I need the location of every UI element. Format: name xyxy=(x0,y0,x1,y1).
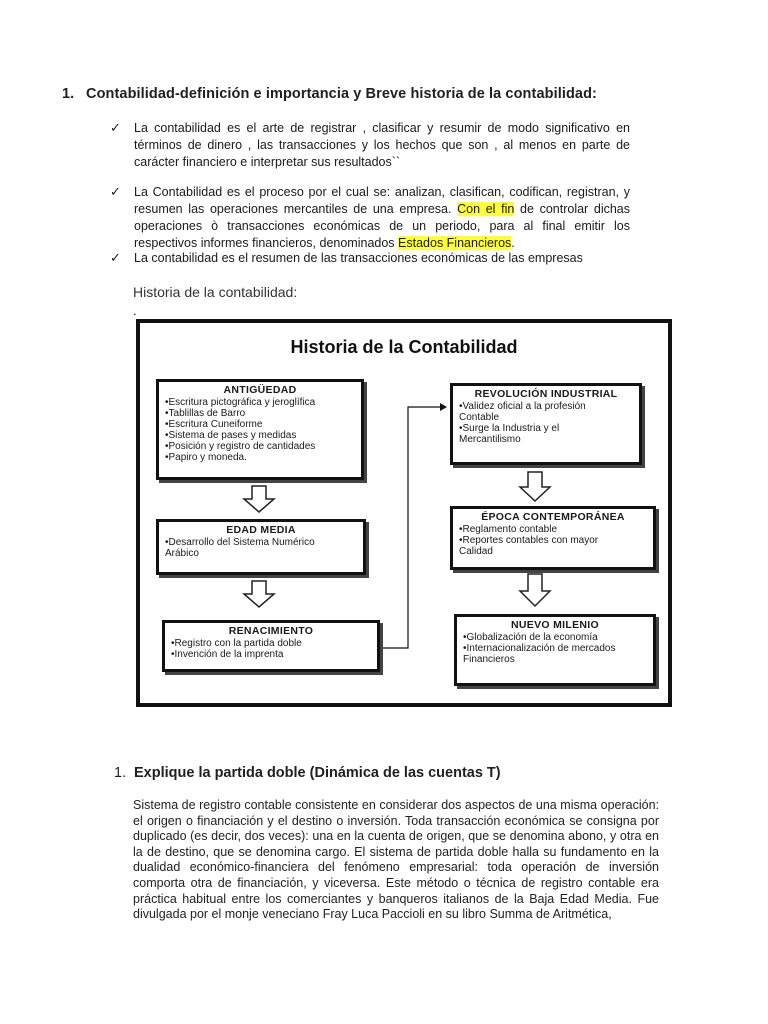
box-title: RENACIMIENTO xyxy=(228,625,314,637)
history-diagram xyxy=(136,319,672,707)
bullet-text-part: de controlar dichas operaciones ò transacciones económicas de un periodo, para al final emitir los respectivos informes financieros, denominados xyxy=(134,202,631,250)
box-item: Financieros xyxy=(463,654,515,665)
bullet-text: La contabilidad es el resumen de las transacciones económicas de las empresas xyxy=(134,251,583,265)
down-arrow-icon xyxy=(520,574,550,606)
box-item: Mercantilismo xyxy=(459,434,521,445)
box-item: •Registro con la partida doble xyxy=(171,638,302,649)
box-item: •Reportes contables con mayor xyxy=(459,535,599,546)
section-heading xyxy=(62,86,597,102)
box-items xyxy=(459,401,639,445)
down-arrow-icon xyxy=(520,472,550,501)
box-item: •Papiro y moneda. xyxy=(165,452,247,463)
box-item: •Surge la Industria y el xyxy=(459,423,560,434)
box-item: Arábico xyxy=(165,548,199,559)
box-revolucion-industrial xyxy=(450,383,642,465)
box-item: •Posición y registro de cantidades xyxy=(165,441,316,452)
subheading: Historia de la contabilidad: xyxy=(133,284,298,300)
box-item: •Validez oficial a la profesión xyxy=(459,401,586,412)
check-icon: ✓ xyxy=(110,250,121,265)
arrow-head-icon xyxy=(440,403,447,411)
box-item: Contable xyxy=(459,412,500,423)
box-item: Calidad xyxy=(459,546,493,557)
dot-text: . xyxy=(133,303,137,318)
box-title: REVOLUCIÓN INDUSTRIAL xyxy=(474,388,618,400)
section-number: 1. xyxy=(114,765,127,781)
box-items xyxy=(165,397,361,463)
box-item: •Invención de la imprenta xyxy=(171,649,284,660)
box-title: ANTIGÜEDAD xyxy=(223,384,297,396)
box-antiguedad xyxy=(156,379,364,480)
bullet-text: La contabilidad es el arte de registrar , clasificar y resumir de modo significativo en términos de dinero , las transacciones y los hechos que son , al menos en parte de carácter financiero e interpretar sus resultados`` xyxy=(134,121,630,169)
check-icon: ✓ xyxy=(110,184,121,199)
section-title: Contabilidad-definición e importancia y Breve historia de la contabilidad: xyxy=(86,86,597,102)
box-item: •Sistema de pases y medidas xyxy=(165,430,297,441)
box-title: ÉPOCA CONTEMPORÁNEA xyxy=(481,511,625,523)
bullet-text-part: . xyxy=(511,236,515,250)
box-title: NUEVO MILENIO xyxy=(511,619,599,631)
highlighted-text: Con el fin xyxy=(457,202,515,216)
diagram-title: Historia de la Contabilidad xyxy=(290,337,518,357)
bullet-text xyxy=(134,184,630,252)
section-title: Explique la partida doble (Dinámica de las cuentas T) xyxy=(134,765,501,781)
box-item: •Globalización de la economía xyxy=(463,632,598,643)
down-arrow-icon xyxy=(244,486,274,512)
box-item: •Reglamento contable xyxy=(459,524,558,535)
box-items xyxy=(463,632,653,665)
box-title: EDAD MEDIA xyxy=(226,524,296,536)
down-arrow-icon xyxy=(244,581,274,607)
box-item: •Tablillas de Barro xyxy=(165,408,246,419)
box-items xyxy=(165,537,363,559)
box-item: •Escritura Cuneiforme xyxy=(165,419,263,430)
section-heading-2 xyxy=(114,765,501,781)
box-renacimiento xyxy=(162,620,380,672)
box-item: •Desarrollo del Sistema Numérico xyxy=(165,537,315,548)
bullet-text-part: La Contabilidad es el proceso por el cual se: analizan, clasifican, codifican, registran, y resumen las operaciones mercantiles de una empresa. xyxy=(134,185,630,216)
box-items xyxy=(171,638,377,660)
box-item: •Internacionalización de mercados xyxy=(463,643,616,654)
connector-line xyxy=(382,407,440,648)
box-epoca-contemporanea xyxy=(450,506,656,570)
highlighted-text: Estados Financieros xyxy=(398,236,512,250)
section-number: 1. xyxy=(62,86,75,102)
box-edad-media xyxy=(156,519,366,575)
paragraph: Sistema de registro contable consistente en considerar dos aspectos de una misma operación: el origen o financiación y el destino o inversión. Toda transacción económica se consigna por duplicado (es decir, dos veces): una en la cuenta de origen, que se denomina abono, y otra en la de destino, que se denomina cargo. El sistema de partida doble halla su fundamento en la dualidad económico-financiera del fenómeno empresarial: toda operación de inversión comporta otra de financiación, y viceversa. Este método o técnica de registro contable era práctica habitual entre los comerciantes y banqueros italianos de la Baja Edad Media. Fue divulgada por el monje veneciano Fray Luca Paccioli en su libro Summa de Aritmética, xyxy=(133,798,659,922)
box-item: •Escritura pictográfica y jeroglífica xyxy=(165,397,316,408)
check-icon: ✓ xyxy=(110,120,121,135)
box-items xyxy=(459,524,653,557)
box-nuevo-milenio xyxy=(454,614,656,686)
